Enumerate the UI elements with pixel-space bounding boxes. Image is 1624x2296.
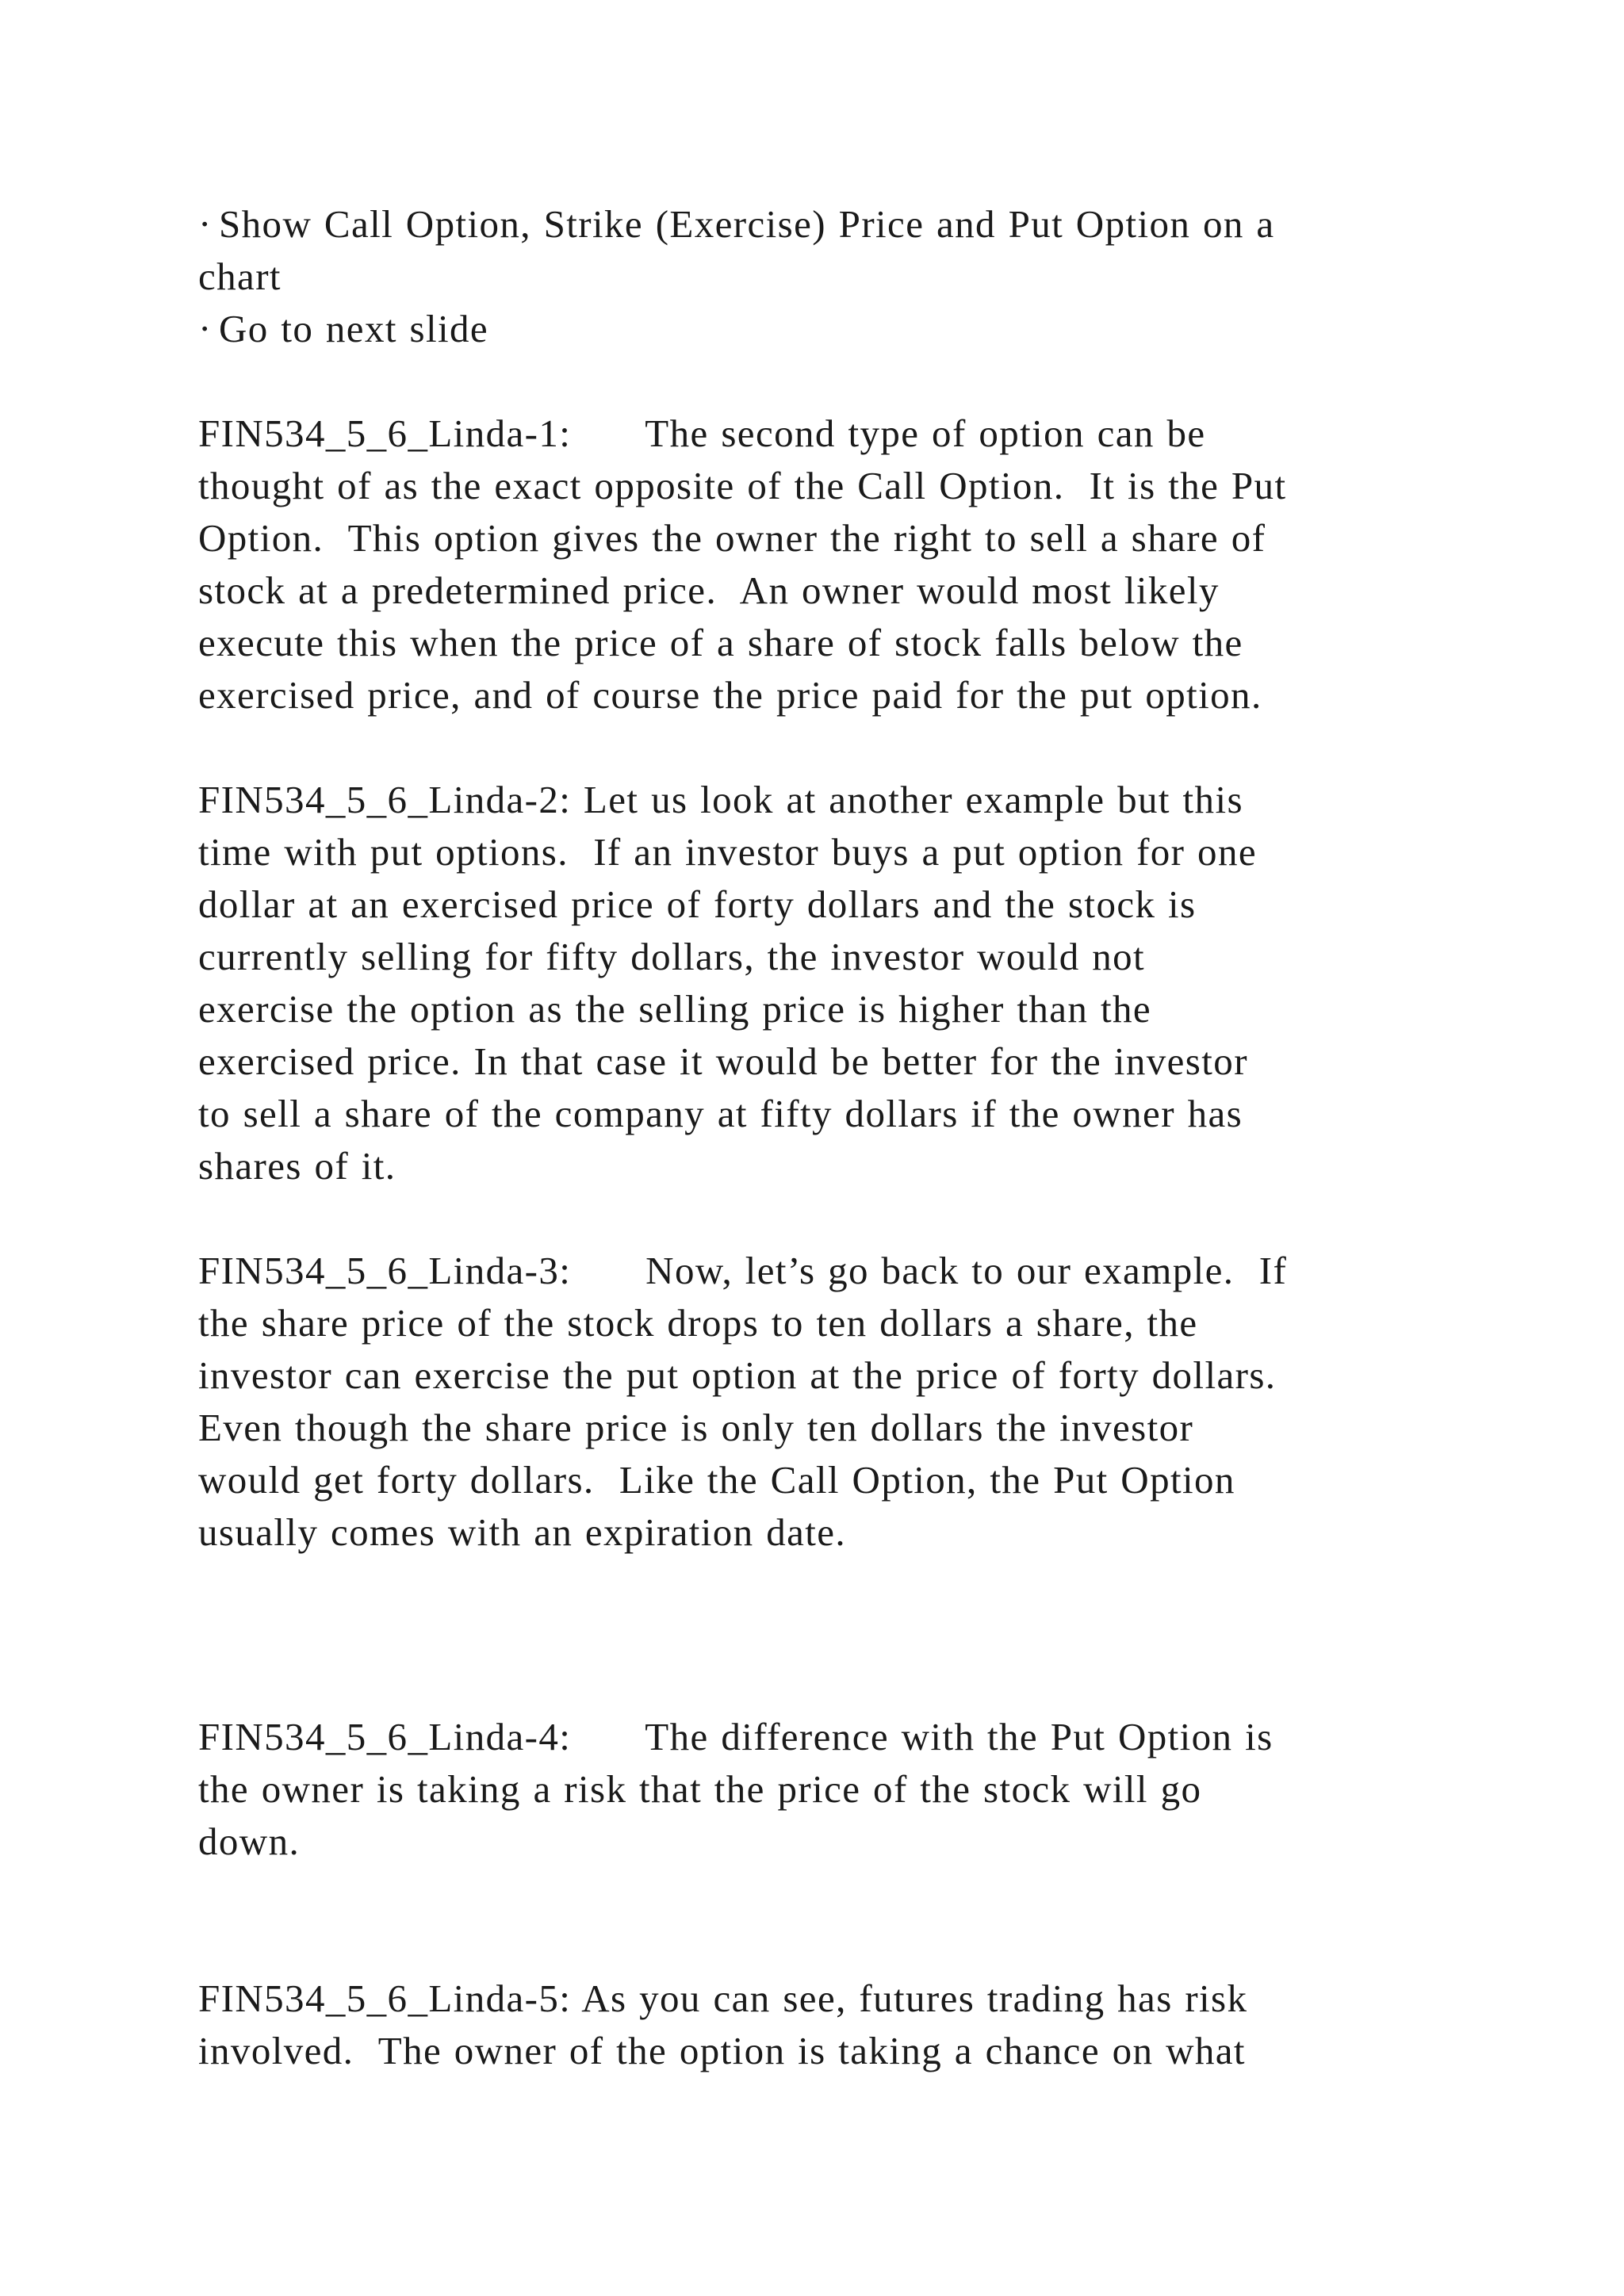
bullet-text: Show Call Option, Strike (Exercise) Price and Put Option on a: [219, 202, 1275, 246]
paragraph-linda-3-line: Even though the share price is only ten dollars the investor: [198, 1406, 1194, 1449]
paragraph-linda-2-line: FIN534_5_6_Linda-2: Let us look at another example but this: [198, 778, 1243, 821]
paragraph-linda-3-line: usually comes with an expiration date.: [198, 1510, 847, 1554]
paragraph-linda-1-line: FIN534_5_6_Linda-1: The second type of option can be: [198, 411, 1206, 455]
bullet-item-next-slide: [198, 303, 488, 355]
paragraph-linda-2-line: shares of it.: [198, 1144, 396, 1188]
paragraph-linda-2-line: time with put options. If an investor buys a put option for one: [198, 830, 1258, 874]
paragraph-linda-3-line: would get forty dollars. Like the Call Option, the Put Option: [198, 1458, 1235, 1502]
paragraph-linda-1-line: exercised price, and of course the price paid for the put option.: [198, 673, 1262, 717]
paragraph-linda-3-line: the share price of the stock drops to ten dollars a share, the: [198, 1301, 1198, 1345]
paragraph-linda-2-line: dollar at an exercised price of forty dollars and the stock is: [198, 882, 1197, 926]
paragraph-linda-2-line: to sell a share of the company at fifty dollars if the owner has: [198, 1092, 1243, 1135]
bullet-marker: ·: [198, 202, 213, 246]
paragraph-linda-1-line: stock at a predetermined price. An owner would most likely: [198, 568, 1220, 612]
bullet-text: Go to next slide: [219, 307, 489, 350]
paragraph-linda-1-line: execute this when the price of a share of stock falls below the: [198, 621, 1243, 664]
paragraph-linda-2-line: currently selling for fifty dollars, the investor would not: [198, 935, 1146, 978]
paragraph-linda-2-line: exercised price. In that case it would be better for the investor: [198, 1039, 1248, 1083]
paragraph-linda-5-line: FIN534_5_6_Linda-5: As you can see, futures trading has risk: [198, 1976, 1248, 2020]
paragraph-linda-1-line: Option. This option gives the owner the right to sell a share of: [198, 516, 1266, 560]
paragraph-linda-4-line: down.: [198, 1820, 301, 1863]
paragraph-linda-4-line: the owner is taking a risk that the price of the stock will go: [198, 1767, 1202, 1811]
paragraph-linda-3-line: FIN534_5_6_Linda-3: Now, let’s go back to our example. If: [198, 1249, 1288, 1292]
paragraph-linda-3-line: investor can exercise the put option at the price of forty dollars.: [198, 1353, 1277, 1397]
paragraph-linda-5-line: involved. The owner of the option is taking a chance on what: [198, 2029, 1246, 2072]
bullet-marker: ·: [198, 307, 213, 350]
paragraph-linda-2-line: exercise the option as the selling price is higher than the: [198, 987, 1152, 1031]
paragraph-linda-1-line: thought of as the exact opposite of the Call Option. It is the Put: [198, 464, 1287, 507]
paragraph-linda-4-line: FIN534_5_6_Linda-4: The difference with the Put Option is: [198, 1715, 1274, 1758]
bullet-item-show-chart: [198, 198, 1275, 251]
bullet-text-continuation: chart: [198, 254, 282, 298]
